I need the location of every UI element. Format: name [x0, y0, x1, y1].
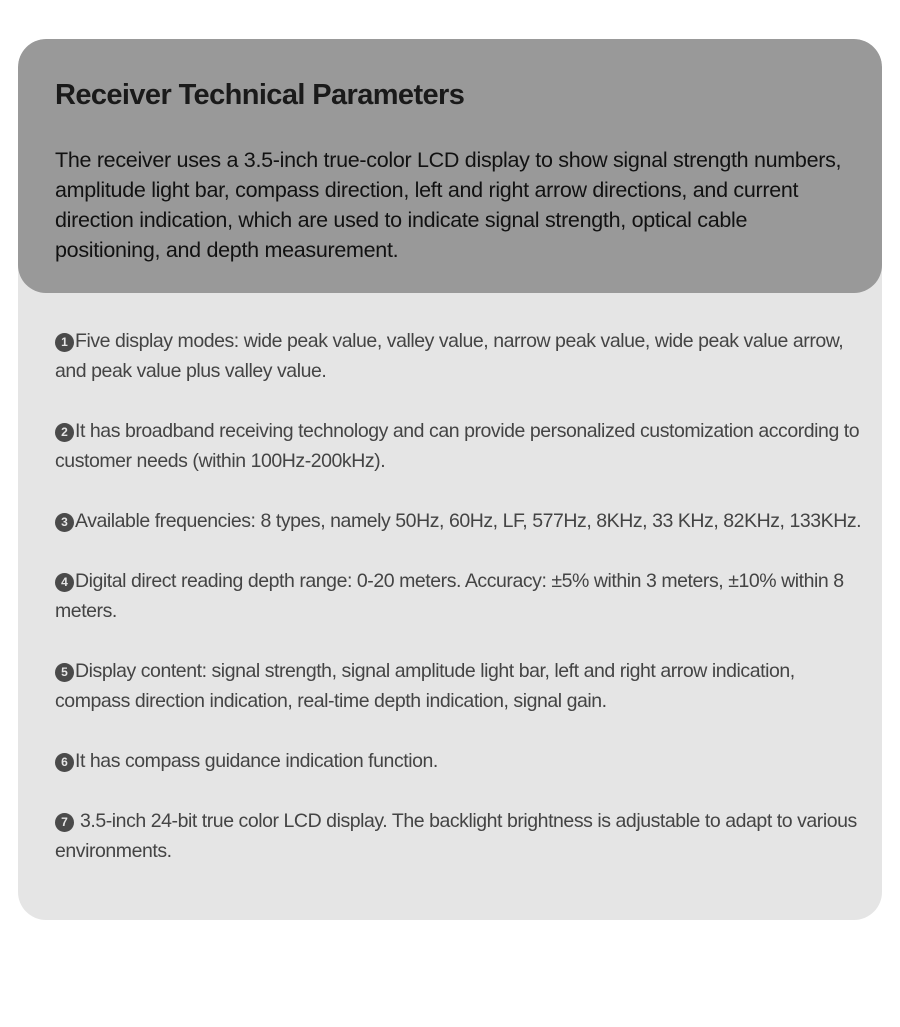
number-7-icon: 7: [55, 813, 74, 832]
feature-item: [55, 806, 865, 866]
feature-text: It has compass guidance indication function.: [75, 750, 438, 772]
feature-item: [55, 506, 865, 536]
feature-text: Digital direct reading depth range: 0-20 meters. Accuracy: ±5% within 3 meters, ±10% within 8 meters.: [55, 570, 844, 622]
feature-text: Display content: signal strength, signal amplitude light bar, left and right arrow indication, compass direction indication, real-time depth indication, signal gain.: [55, 660, 795, 712]
card-header: [18, 39, 882, 293]
number-3-icon: 3: [55, 513, 74, 532]
parameters-card: [18, 39, 882, 920]
number-1-icon: 1: [55, 333, 74, 352]
page-title: Receiver Technical Parameters: [55, 79, 465, 111]
feature-item: [55, 746, 865, 776]
feature-text: Available frequencies: 8 types, namely 50Hz, 60Hz, LF, 577Hz, 8KHz, 33 KHz, 82KHz, 133KHz.: [75, 510, 862, 532]
feature-item: [55, 416, 865, 476]
number-2-icon: 2: [55, 423, 74, 442]
number-6-icon: 6: [55, 753, 74, 772]
number-4-icon: 4: [55, 573, 74, 592]
intro-paragraph: The receiver uses a 3.5-inch true-color LCD display to show signal strength numbers, amplitude light bar, compass direction, left and right arrow directions, and current direction indication, which are used to indicate signal strength, optical cable positioning, and depth measurement.: [55, 148, 842, 262]
number-5-icon: 5: [55, 663, 74, 682]
feature-item: [55, 566, 865, 626]
feature-text: It has broadband receiving technology and can provide personalized customization according to customer needs (within 100Hz-200kHz).: [55, 420, 860, 472]
feature-text: 3.5-inch 24-bit true color LCD display. The backlight brightness is adjustable to adapt to various environments.: [55, 810, 857, 862]
feature-item: [55, 656, 865, 716]
feature-text: Five display modes: wide peak value, valley value, narrow peak value, wide peak value arrow, and peak value plus valley value.: [55, 330, 844, 382]
feature-list: [55, 326, 865, 896]
feature-item: [55, 326, 865, 386]
